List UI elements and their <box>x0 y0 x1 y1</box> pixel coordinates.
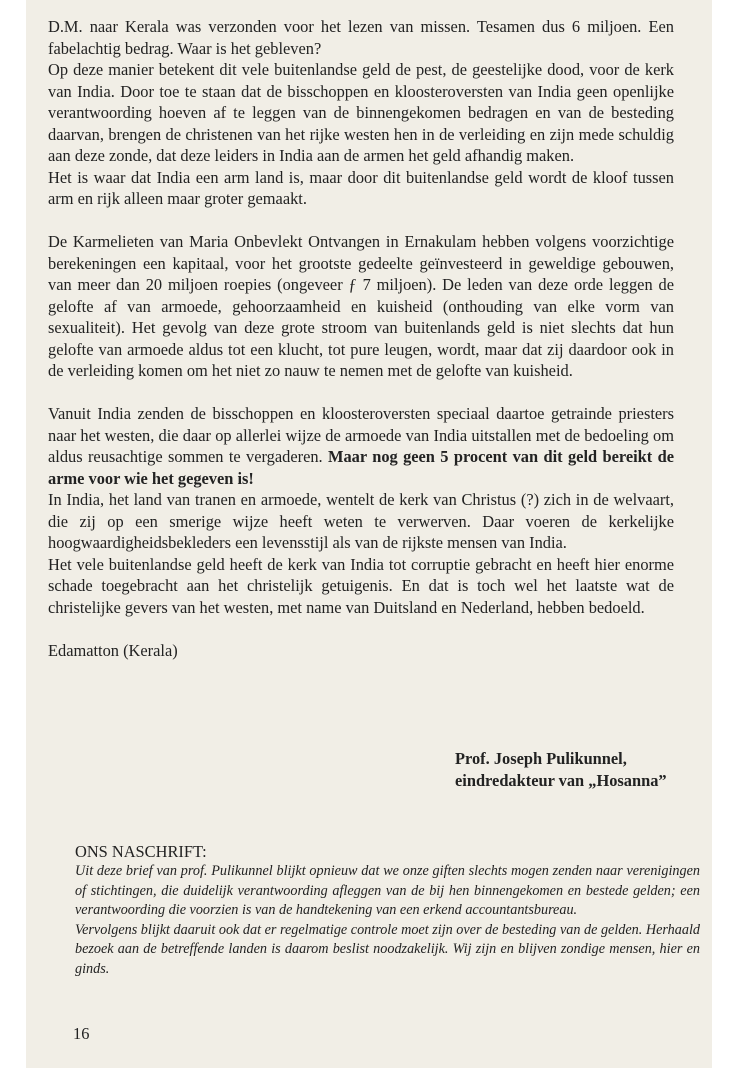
paragraph <box>48 403 674 489</box>
emphasized-text: Maar nog geen 5 procent van dit geld bereikt de arme voor wie het gegeven is! <box>48 447 674 488</box>
place-line: Edamatton (Kerala) <box>48 640 178 660</box>
paragraph-text: Vanuit India zenden de bisschoppen en kloosteroversten speciaal daartoe getrainde priesters naar het westen, die daar op allerlei wijze de armoede van India uitstallen met de bedoeling om aldus reusachtige sommen te vergaderen. <box>48 404 674 466</box>
signature-block <box>455 748 667 791</box>
page-number: 16 <box>73 1024 90 1043</box>
paragraph: Het is waar dat India een arm land is, maar door dit buitenlandse geld wordt de kloof tussen arm en rijk alleen maar groter gemaakt. <box>48 167 674 208</box>
author-name: Prof. Joseph Pulikunnel, <box>455 749 627 768</box>
paragraph: Op deze manier betekent dit vele buitenlandse geld de pest, de geestelijke dood, voor de kerk van India. Door toe te staan dat de bisschoppen en kloosteroversten van India geen openlijke verantwoording hoeven af te leggen van de binnengekomen bedragen en van de besteding daarvan, brengen de christenen van het rijke westen hen in de verleiding en zijn mede schuldig aan deze zonde, dat deze leiders in India aan de armen het geld afhandig maken. <box>48 60 674 165</box>
naschrift-heading: ONS NASCHRIFT: <box>75 842 207 861</box>
paragraph: De Karmelieten van Maria Onbevlekt Ontvangen in Ernakulam hebben volgens voorzichtige berekeningen een kapitaal, voor het grootste gedeelte geïnvesteerd in geweldige gebouwen, van meer dan 20 miljoen roepies (ongeveer ƒ 7 miljoen). De leden van deze orde leggen de gelofte af van armoede, gehoorzaamheid en kuisheid (onthouding van elke vorm van sexualiteit). Het gevolg van deze grote stroom van buitenlands geld is niet slechts dat hun gelofte van armoede aldus tot een klucht, tot pure leugen, wordt, maar dat zij daardoor ook in de verleiding komen om het niet zo nauw te nemen met de gelofte van kuisheid. <box>48 232 674 380</box>
naschrift-paragraph: Uit deze brief van prof. Pulikunnel blijkt opnieuw dat we onze giften slechts mogen zenden naar verenigingen of stichtingen, die duidelijk verantwoording afleggen van de bij hen binnengekomen en bestede gelden; een verantwoording die voorzien is van de handtekening van een erkend accountantsbureau. <box>75 863 700 918</box>
paragraph: In India, het land van tranen en armoede, wentelt de kerk van Christus (?) zich in de welvaart, die zij op een smerige wijze heeft weten te verwerven. Daar voeren de kerkelijke hoogwaardigheidsbekleders een levensstijl als van de rijkste mensen van India. <box>48 490 674 552</box>
naschrift-paragraph: Vervolgens blijkt daaruit ook dat er regelmatige controle moet zijn over de besteding van de gelden. Herhaald bezoek aan de betreffende landen is daarom beslist noodzakelijk. Wij zijn en blijven zondige mensen, hier en ginds. <box>75 921 700 977</box>
article-body <box>48 16 674 661</box>
paragraph: D.M. naar Kerala was verzonden voor het lezen van missen. Tesamen dus 6 miljoen. Een fabelachtig bedrag. Waar is het gebleven? <box>48 17 674 58</box>
naschrift-section <box>75 842 700 979</box>
author-role: eindredakteur van „Hosanna” <box>455 770 667 790</box>
paragraph: Het vele buitenlandse geld heeft de kerk van India tot corruptie gebracht en heeft hier enorme schade toegebracht aan het christelijk getuigenis. En dat is toch wel het laatste wat de christelijke gevers van het westen, met name van Duitsland en Nederland, hebben bedoeld. <box>48 554 674 617</box>
